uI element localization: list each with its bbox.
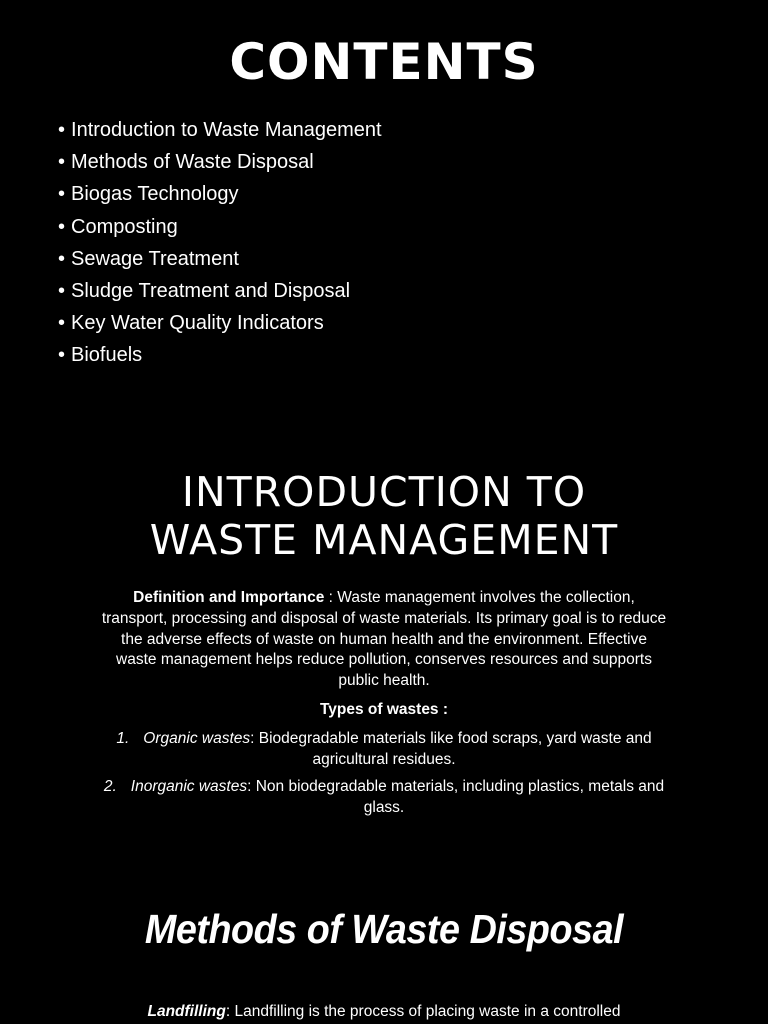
waste-type-item xyxy=(100,729,668,771)
bullet-icon: • xyxy=(58,312,66,335)
definition-label: Definition and Importance xyxy=(133,589,325,606)
waste-type-name: Inorganic wastes xyxy=(130,778,248,796)
methods-title: Methods of Waste Disposal xyxy=(144,906,624,952)
landfill-label: Landfilling xyxy=(147,1003,226,1020)
contents-item xyxy=(58,180,382,212)
waste-type-name: Organic wastes xyxy=(143,729,251,747)
types-heading xyxy=(100,700,668,721)
contents-item xyxy=(58,341,382,373)
contents-item-label: Composting xyxy=(71,215,178,238)
contents-item-label: Sewage Treatment xyxy=(71,247,239,270)
contents-item-label: Methods of Waste Disposal xyxy=(71,151,314,174)
types-label: Types of wastes xyxy=(319,700,439,718)
intro-title-line2: WASTE MANAGEMENT xyxy=(149,516,619,564)
waste-type-number: 1. xyxy=(116,729,130,747)
contents-item xyxy=(58,213,382,245)
contents-item xyxy=(58,148,382,180)
waste-types-list xyxy=(100,729,668,819)
contents-item-label: Biogas Technology xyxy=(71,183,239,206)
intro-title xyxy=(0,468,768,564)
bullet-icon: • xyxy=(58,151,66,174)
definition-text: : Waste management involves the collection, transport, processing and disposal of waste materials. Its primary goal is to reduce the adverse effects of waste on human health and the environment. Effective waste management helps reduce pollution, conserves resources and supports public health. xyxy=(101,589,667,690)
contents-list xyxy=(58,116,382,374)
contents-item xyxy=(58,245,382,277)
intro-body xyxy=(100,588,668,826)
types-suffix: : xyxy=(438,700,449,718)
bullet-icon: • xyxy=(58,119,66,141)
contents-item xyxy=(58,309,382,341)
definition-paragraph xyxy=(100,588,668,692)
contents-item-label: Biofuels xyxy=(71,344,143,367)
waste-type-desc: : Non biodegradable materials, including plastics, metals and glass. xyxy=(247,778,665,817)
contents-item xyxy=(58,277,382,309)
contents-title: CONTENTS xyxy=(229,33,539,91)
bullet-icon: • xyxy=(58,344,66,367)
landfill-paragraph xyxy=(0,1003,768,1021)
waste-type-item xyxy=(100,777,668,819)
waste-type-number: 2. xyxy=(103,778,117,796)
intro-title-line1: INTRODUCTION TO xyxy=(181,468,587,516)
bullet-icon: • xyxy=(58,215,66,238)
contents-item-label: Introduction to Waste Management xyxy=(71,119,382,141)
bullet-icon: • xyxy=(58,247,66,270)
bullet-icon: • xyxy=(58,279,66,302)
contents-item-label: Key Water Quality Indicators xyxy=(71,312,324,335)
bullet-icon: • xyxy=(58,183,66,206)
landfill-text: : Landfilling is the process of placing waste in a controlled xyxy=(225,1003,621,1020)
contents-item xyxy=(58,116,382,148)
contents-item-label: Sludge Treatment and Disposal xyxy=(71,279,351,302)
waste-type-desc: : Biodegradable materials like food scraps, yard waste and agricultural residues. xyxy=(250,729,652,768)
